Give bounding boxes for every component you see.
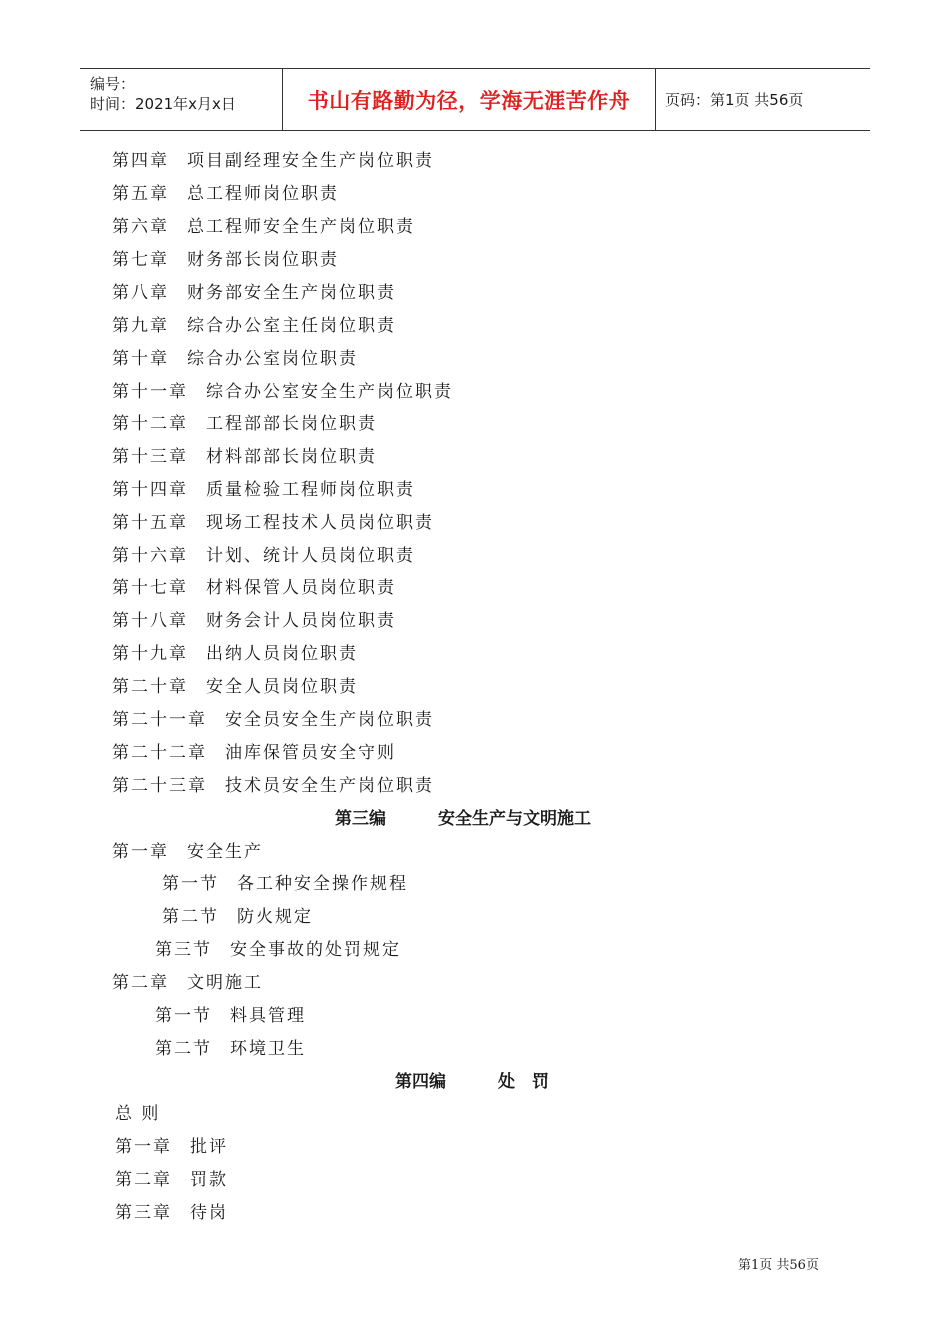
toc-entry: 第二章 罚款	[115, 1170, 228, 1190]
toc-entry: 第六章 总工程师安全生产岗位职责	[112, 217, 415, 237]
toc-entry: 第十五章 现场工程技术人员岗位职责	[112, 513, 434, 533]
toc-entry: 第八章 财务部安全生产岗位职责	[112, 283, 396, 303]
header-slogan-cell	[282, 69, 656, 130]
toc-entry: 第二十三章 技术员安全生产岗位职责	[112, 776, 434, 796]
toc-entry: 第二十章 安全人员岗位职责	[112, 677, 358, 697]
toc-entry: 第十八章 财务会计人员岗位职责	[112, 611, 396, 631]
toc-entry: 第十一章 综合办公室安全生产岗位职责	[112, 382, 453, 402]
toc-entry: 第十六章 计划、统计人员岗位职责	[112, 546, 415, 566]
toc-entry: 第五章 总工程师岗位职责	[112, 184, 339, 204]
toc-entry: 第十七章 材料保管人员岗位职责	[112, 578, 396, 598]
toc-entry: 第三章 待岗	[115, 1203, 228, 1223]
toc-subentry: 第一节 各工种安全操作规程	[162, 874, 408, 894]
page-footer: 第1页 共56页	[738, 1258, 819, 1273]
toc-entry: 第四章 项目副经理安全生产岗位职责	[112, 151, 434, 171]
page-header	[80, 68, 870, 131]
toc-subentry: 第二节 环境卫生	[155, 1039, 306, 1059]
toc-entry: 第一章 批评	[115, 1137, 228, 1157]
toc-subentry: 第三节 安全事故的处罚规定	[155, 940, 401, 960]
toc-entry: 第九章 综合办公室主任岗位职责	[112, 316, 396, 336]
header-page-cell	[655, 69, 870, 130]
toc-subentry: 第二节 防火规定	[162, 907, 313, 927]
toc-entry: 第十章 综合办公室岗位职责	[112, 349, 358, 369]
toc-entry: 第十九章 出纳人员岗位职责	[112, 644, 358, 664]
toc-entry: 第七章 财务部长岗位职责	[112, 250, 339, 270]
part-heading: 第三编 安全生产与文明施工	[335, 809, 591, 829]
toc-entry: 第二章 文明施工	[112, 973, 263, 993]
toc-entry: 第二十二章 油库保管员安全守则	[112, 743, 396, 763]
document-number-label: 编号：	[90, 75, 136, 93]
header-left-cell	[80, 69, 282, 130]
toc-general: 总 则	[115, 1104, 161, 1124]
toc-entry: 第十四章 质量检验工程师岗位职责	[112, 480, 415, 500]
part-heading: 第四编 处 罚	[395, 1072, 549, 1092]
header-page-number: 页码：第1页 共56页	[665, 91, 804, 109]
toc-entry: 第一章 安全生产	[112, 842, 263, 862]
toc-entry: 第二十一章 安全员安全生产岗位职责	[112, 710, 434, 730]
toc-entry: 第十二章 工程部部长岗位职责	[112, 414, 377, 434]
document-date-label: 时间：2021年x月x日	[90, 95, 236, 113]
toc-subentry: 第一节 料具管理	[155, 1006, 306, 1026]
toc-entry: 第十三章 材料部部长岗位职责	[112, 447, 377, 467]
header-slogan: 书山有路勤为径，学海无涯苦作舟	[307, 88, 631, 113]
